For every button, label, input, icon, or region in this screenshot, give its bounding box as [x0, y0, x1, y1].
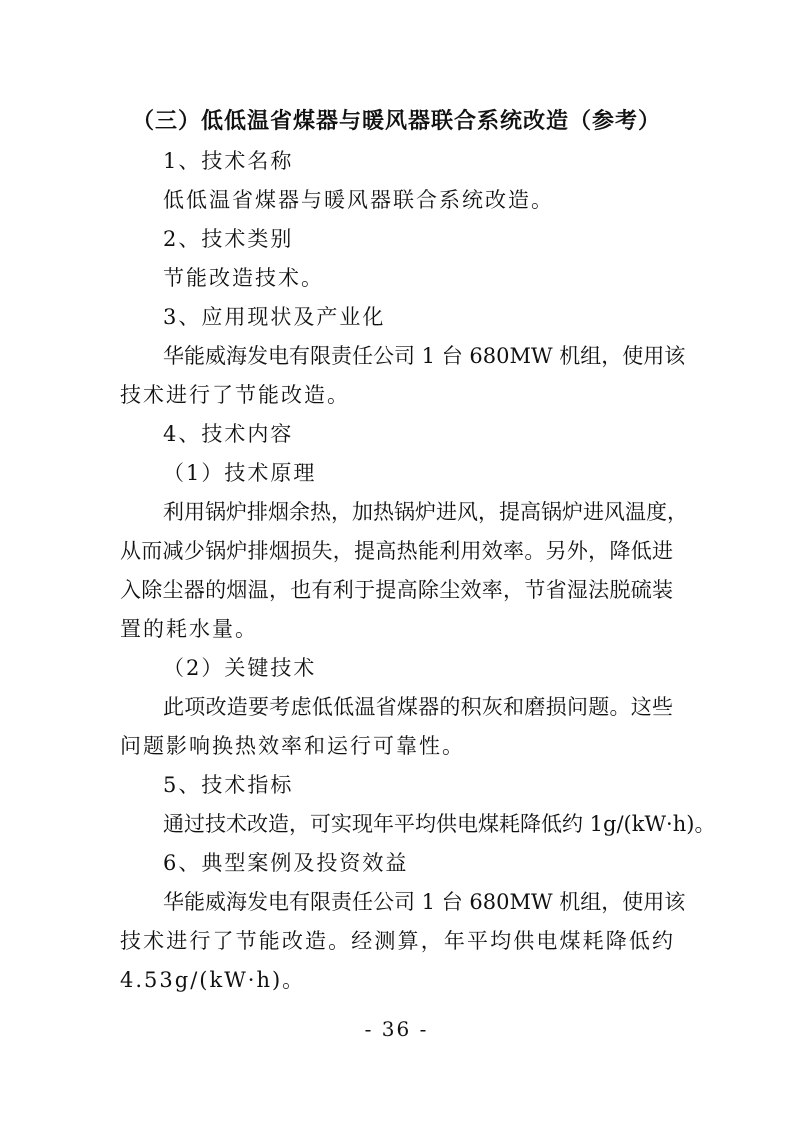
key-technology-line-1: 此项改造要考虑低低温省煤器的积灰和磨损问题。这些 [163, 695, 673, 719]
typical-cases-line-2: 技术进行了节能改造。经测算，年平均供电煤耗降低约 [120, 929, 673, 953]
page-number: - 36 - [364, 1017, 429, 1041]
principle-line-2-wrapper [120, 536, 673, 566]
principle-line-3-wrapper [120, 575, 673, 605]
typical-cases-line-1: 华能威海发电有限责任公司 1 台 680MW 机组，使用该 [163, 890, 686, 914]
heading-technology-content: 4、技术内容 [163, 422, 294, 446]
heading-application-status: 3、应用现状及产业化 [163, 305, 386, 329]
typical-cases-line-3: 4.53g/(kW·h)。 [120, 968, 306, 992]
technical-indicators-body: 通过技术改造，可实现年平均供电煤耗降低约 1g/(kW·h)。 [163, 812, 716, 836]
principle-line-2: 从而减少锅炉排烟损失，提高热能利用效率。另外，降低进 [120, 539, 673, 563]
heading-technology-category: 2、技术类别 [163, 227, 294, 251]
key-technology-line-2: 问题影响换热效率和运行可靠性。 [120, 734, 465, 758]
body-application-line-1-wrapper [163, 341, 686, 371]
body-application-line-1: 华能威海发电有限责任公司 1 台 680MW 机组，使用该 [163, 344, 686, 368]
body-technology-name: 低低温省煤器与暖风器联合系统改造。 [163, 188, 554, 212]
heading-technology-name: 1、技术名称 [163, 149, 294, 173]
subheading-technology-principle: （1）技术原理 [163, 461, 317, 485]
principle-line-3: 入除尘器的烟温，也有利于提高除尘效率，节省湿法脱硫装 [120, 578, 673, 602]
typical-cases-line-2-wrapper [120, 926, 673, 956]
technical-indicators-wrapper [163, 809, 716, 839]
principle-line-1: 利用锅炉排烟余热，加热锅炉进风，提高锅炉进风温度， [163, 500, 688, 524]
heading-technical-indicators: 5、技术指标 [163, 773, 294, 797]
body-application-line-2: 技术进行了节能改造。 [120, 383, 350, 407]
principle-line-4: 置的耗水量。 [120, 617, 258, 641]
typical-cases-line-1-wrapper [163, 887, 686, 917]
section-title: （三）低低温省煤器与暖风器联合系统改造（参考） [131, 108, 661, 134]
key-technology-line-1-wrapper [163, 692, 673, 722]
subheading-key-technology: （2）关键技术 [163, 656, 317, 680]
body-technology-category: 节能改造技术。 [163, 266, 324, 290]
heading-typical-cases: 6、典型案例及投资效益 [163, 851, 409, 875]
principle-line-1-wrapper [163, 497, 688, 527]
